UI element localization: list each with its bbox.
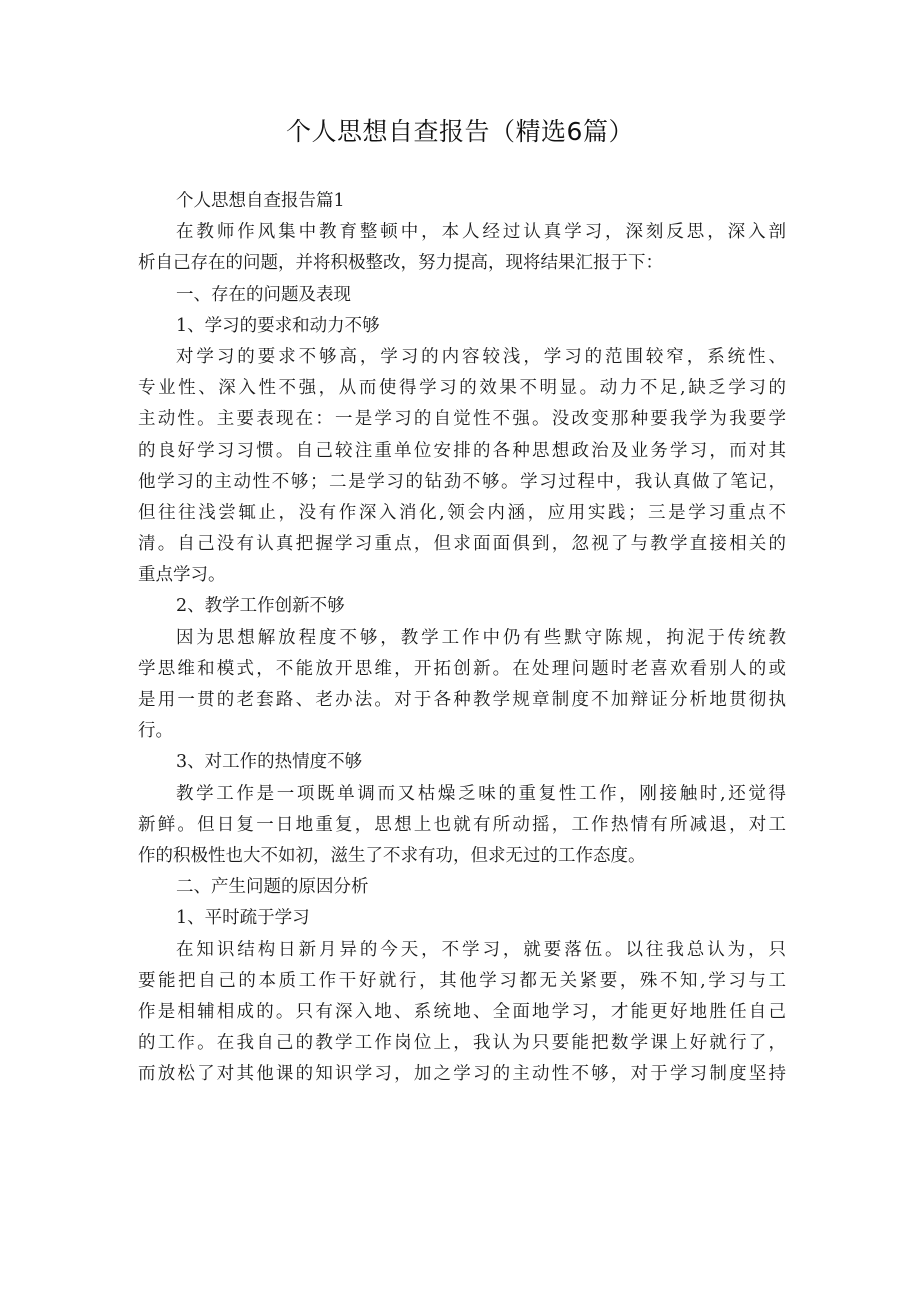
text-line: 作是相辅相成的。只有深入地、系统地、全面地学习，才能更好地胜任自己 (138, 1001, 786, 1022)
text-line: 学思维和模式，不能放开思维，开拓创新。在处理问题时老喜欢看别人的或 (138, 658, 786, 679)
text-line: 在知识结构日新月异的今天，不学习，就要落伍。以往我总认为，只 (176, 939, 786, 960)
text-line: 主动性。主要表现在：一是学习的自觉性不强。没改变那种要我学为我要学 (138, 409, 786, 430)
text-line: 1、平时疏于学习 (176, 908, 310, 929)
text-line: 析自己存在的问题，并将积极整改，努力提高，现将结果汇报于下： (138, 253, 663, 274)
text-line: 但往往浅尝辄止，没有作深入消化,领会内涵，应用实践；三是学习重点不 (138, 502, 786, 523)
text-line: 3、对工作的热情度不够 (176, 752, 363, 773)
text-line: 重点学习。 (138, 565, 226, 586)
text-line: 他学习的主动性不够；二是学习的钻劲不够。学习过程中，我认真做了笔记， (138, 471, 786, 492)
text-line: 而放松了对其他课的知识学习，加之学习的主动性不够，对于学习制度坚持 (138, 1064, 786, 1085)
text-line: 要能把自己的本质工作干好就行，其他学习都无关紧要，殊不知,学习与工 (138, 970, 786, 991)
text-line: 新鲜。但日复一日地重复，思想上也就有所动摇，工作热情有所减退，对工 (138, 814, 786, 835)
text-line: 在教师作风集中教育整顿中，本人经过认真学习，深刻反思，深入剖 (176, 222, 786, 243)
text-line: 二、产生问题的原因分析 (176, 877, 369, 898)
text-line: 1、学习的要求和动力不够 (176, 315, 380, 336)
text-line: 对学习的要求不够高，学习的内容较浅，学习的范围较窄，系统性、 (176, 346, 786, 367)
text-line: 专业性、深入性不强，从而使得学习的效果不明显。动力不足,缺乏学习的 (138, 378, 786, 399)
text-line: 作的积极性也大不如初，滋生了不求有功，但求无过的工作态度。 (138, 845, 646, 866)
text-line: 的工作。在我自己的教学工作岗位上，我认为只要能把数学课上好就行了， (138, 1033, 786, 1054)
text-line: 一、存在的问题及表现 (176, 284, 351, 305)
text-line: 个人思想自查报告篇1 (176, 191, 345, 211)
text-line: 是用一贯的老套路、老办法。对于各种教学规章制度不加辩证分析地贯彻执 (138, 690, 786, 710)
text-line: 行。 (138, 721, 173, 742)
text-line: 的良好学习习惯。自己较注重单位安排的各种思想政治及业务学习，而对其 (138, 440, 786, 461)
text-line: 2、教学工作创新不够 (176, 596, 345, 617)
text-line: 教学工作是一项既单调而又枯燥乏味的重复性工作，刚接触时,还觉得 (176, 783, 786, 804)
text-line: 因为思想解放程度不够，教学工作中仍有些默守陈规，拘泥于传统教 (176, 627, 786, 648)
document-title: 个人思想自查报告（精选6篇） (286, 117, 634, 146)
text-line: 清。自己没有认真把握学习重点，但求面面俱到，忽视了与教学直接相关的 (138, 534, 786, 555)
document-body (138, 186, 786, 1090)
